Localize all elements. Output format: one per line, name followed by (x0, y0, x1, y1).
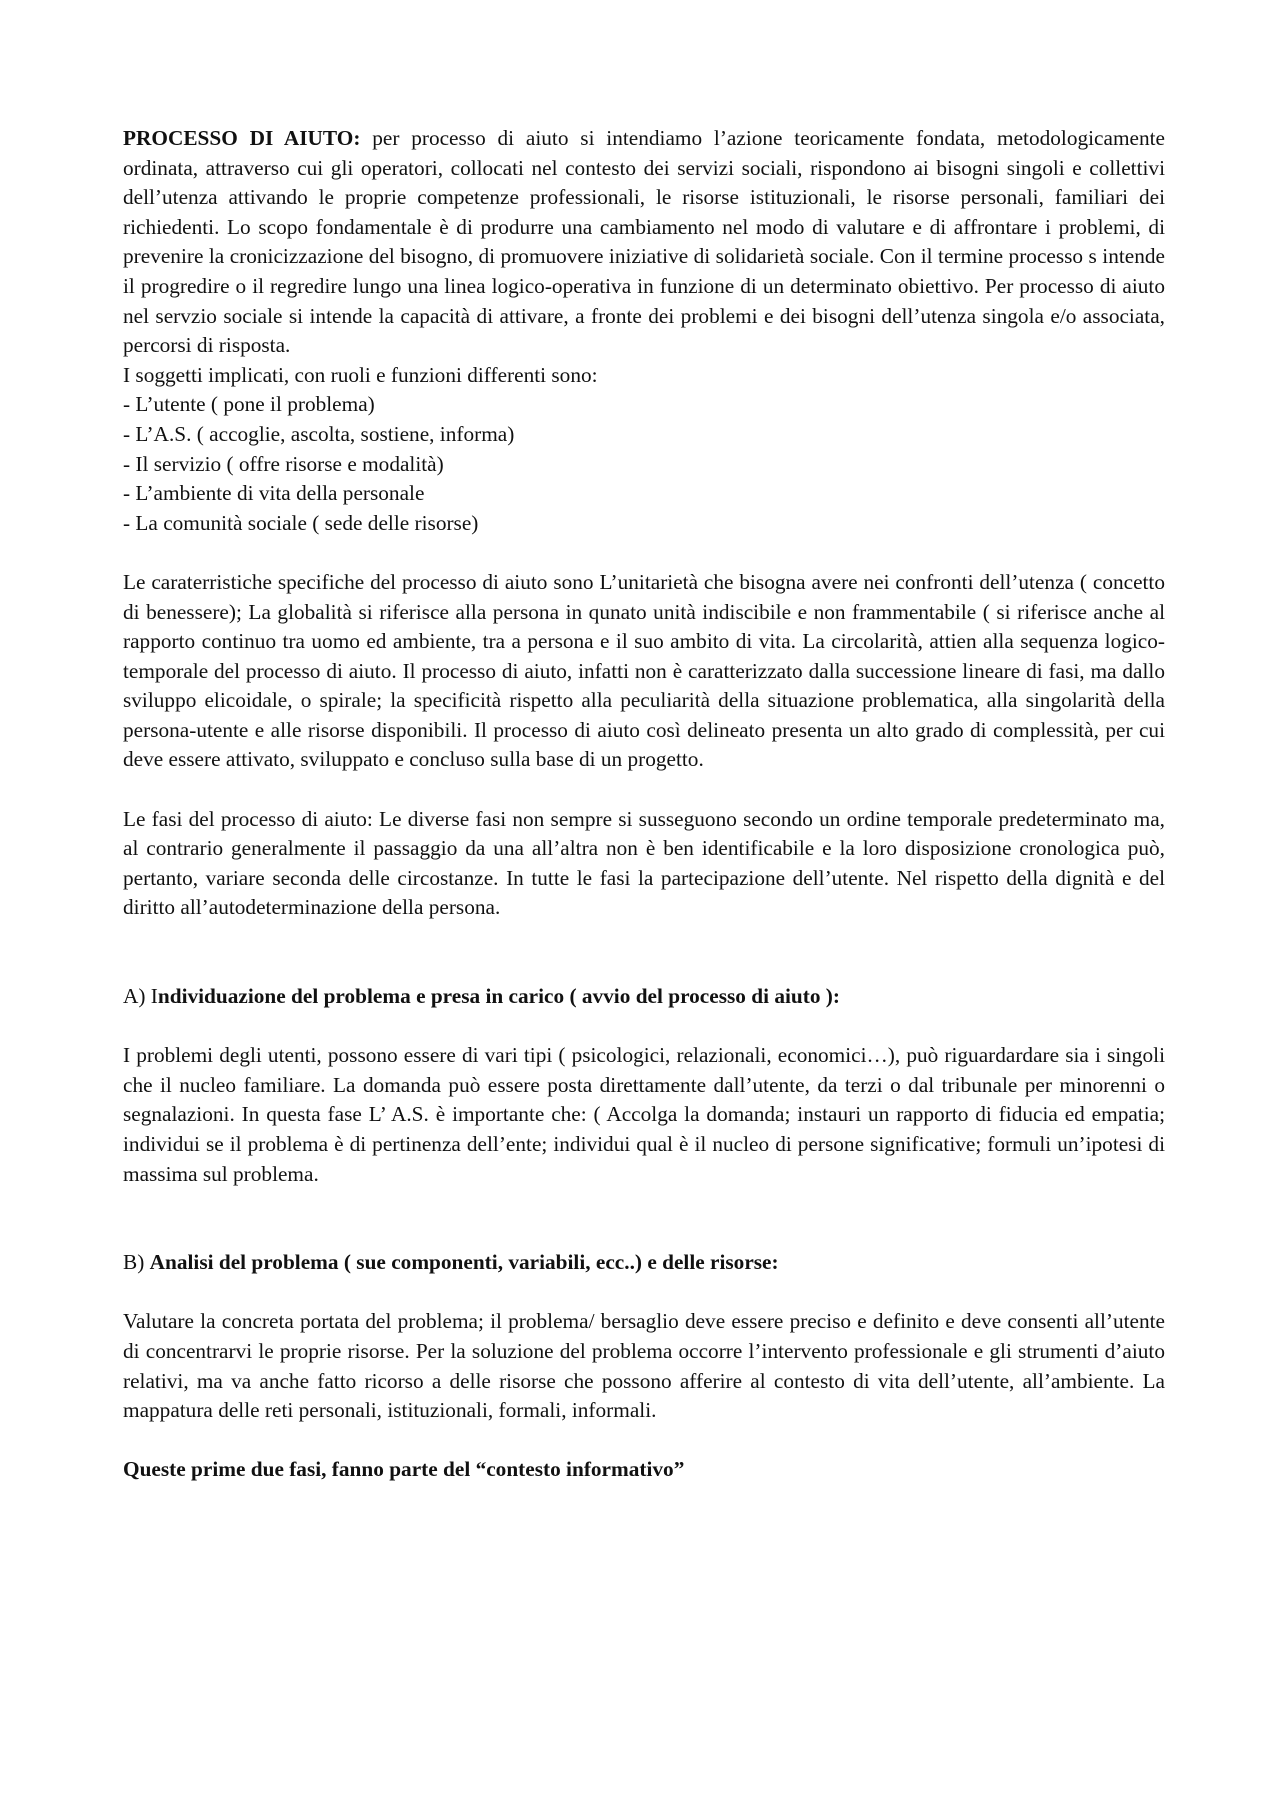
phases-paragraph: Le fasi del processo di aiuto: Le diverse fasi non sempre si susseguono secondo un ordine temporale predeterminato ma, al contrario generalmente il passaggio da una all’altra non è ben identificabile e la loro disposizione cronologica può, pertanto, variare seconda delle circostanze. In tutte le fasi la partecipazione dell’utente. Nel rispetto della dignità e del diritto all’autodeterminazione della persona. (123, 806, 1165, 920)
section-a-paragraph: I problemi degli utenti, possono essere di vari tipi ( psicologici, relazionali, economici…), può riguardardare sia i singoli che il nucleo familiare. La domanda può essere posta direttamente dall’utente, da terzi o dal tribunale per minorenni o segnalazioni. In questa fase L’ A.S. è importante che: ( Accolga la domanda; instauri un rapporto di fiducia ed empatia; individui se il problema è di pertinenza dell’ente; individui qual è il nucleo di persone significative; formuli un’ipotesi di massima sul problema. (123, 1043, 1165, 1186)
intro-text: per processo di aiuto si intendiamo l’azione teoricamente fondata, metodologicamente ordinata, attraverso cui gli operatori, collocati nel contesto dei servizi sociali, rispondono ai bisogni singoli e collettivi dell’utenza attivando le proprie competenze professionali, le risorse istituzionali, le risorse personali, familiari dei richiedenti. Lo scopo fondamentale è di produrre una cambiamento nel modo di valutare e di affrontare i problemi, di prevenire la cronicizzazione del bisogno, di promuovere iniziative di solidarietà sociale. Con il termine processo s intende il progredire o il regredire lungo una linea logico-operativa in funzione di un determinato obiettivo. Per processo di aiuto nel servzio sociale si intende la capacità di attivare, a fronte dei problemi e dei bisogni dell’utenza singola e/o associata, percorsi di risposta. (123, 126, 1165, 358)
section-b-prefix: B) (123, 1250, 150, 1275)
subjects-list (123, 390, 1165, 538)
list-item: - Il servizio ( offre risorse e modalità) (123, 451, 444, 476)
section-b-heading (123, 1248, 1165, 1278)
intro-paragraph (123, 124, 1165, 361)
list-item: - L’A.S. ( accoglie, ascolta, sostiene, informa) (123, 421, 515, 446)
closing-text: Queste prime due fasi, fanno parte del “contesto informativo” (123, 1457, 685, 1482)
section-b-title: Analisi del problema ( sue componenti, variabili, ecc..) e delle risorse: (149, 1250, 779, 1275)
list-item: - L’utente ( pone il problema) (123, 392, 375, 417)
characteristics-paragraph: Le caraterristiche specifiche del processo di aiuto sono L’unitarietà che bisogna avere nei confronti dell’utenza ( concetto di benessere); La globalità si riferisce alla persona in qunato unità indiscibile e non frammentabile ( si riferisce anche al rapporto continuo tra uomo ed ambiente, tra a persona e il suo ambito di vita. La circolarità, attien alla sequenza logico-temporale del processo di aiuto. Il processo di aiuto, infatti non è caratterizzato dalla successione lineare di fasi, ma dallo sviluppo elicoidale, o spirale; la specificità rispetto alla peculiarità della situazione problematica, alla singolarità della persona-utente e alle risorse disponibili. Il processo di aiuto così delineato presenta un alto grado di complessità, per cui deve essere attivato, sviluppato e concluso sulla base di un progetto. (123, 569, 1165, 772)
list-item: - La comunità sociale ( sede delle risorse) (123, 510, 479, 535)
subjects-intro: I soggetti implicati, con ruoli e funzioni differenti sono: (123, 362, 598, 387)
closing-line (123, 1455, 1165, 1485)
intro-heading: PROCESSO DI AIUTO: (123, 126, 361, 150)
section-a-heading (123, 982, 1165, 1012)
section-b-paragraph: Valutare la concreta portata del problema; il problema/ bersaglio deve essere preciso e definito e deve consenti all’utente di concentrarvi le proprie risorse. Per la soluzione del problema occorre l’intervento professionale e gli strumenti d’aiuto relativi, ma va anche fatto ricorso a delle risorse che possono afferire al contesto di vita dell’utente, all’ambiente. La mappatura delle reti personali, istituzionali, formali, informali. (123, 1309, 1165, 1423)
document-page (123, 124, 1165, 1485)
list-item: - L’ambiente di vita della personale (123, 481, 425, 506)
section-a-title: ndividuazione del problema e presa in carico ( avvio del processo di aiuto ): (157, 984, 840, 1009)
section-a-prefix: A) I (123, 984, 158, 1009)
